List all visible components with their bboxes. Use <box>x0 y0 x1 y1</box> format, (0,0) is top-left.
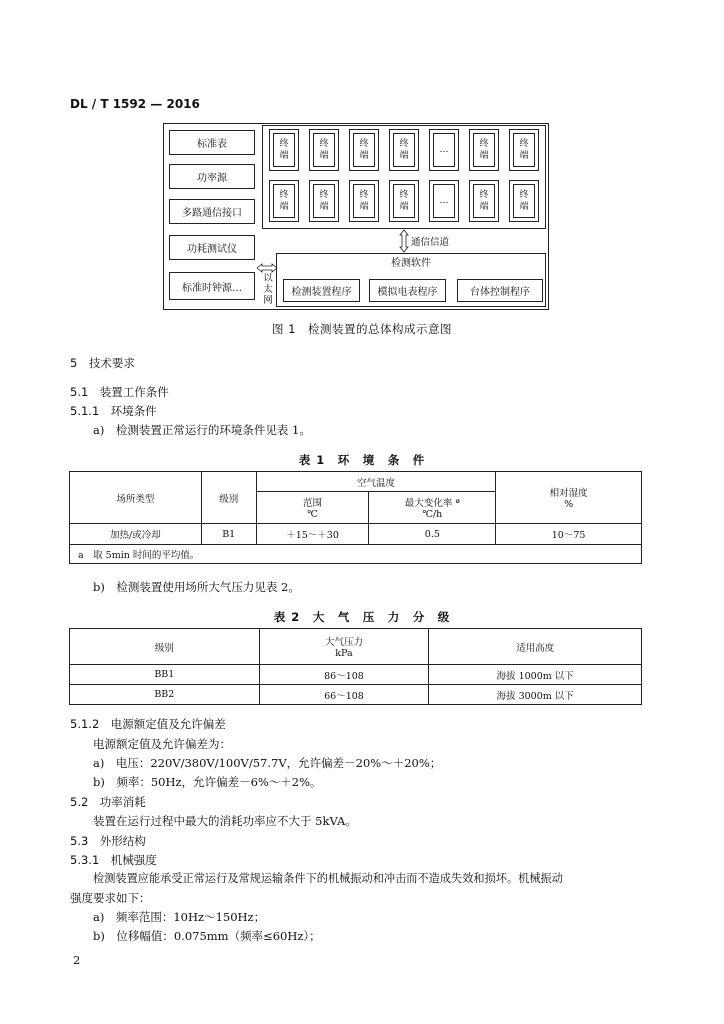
table-2-header-altitude: 适用高度 <box>429 629 642 665</box>
table-1 <box>69 471 642 564</box>
section-5-1-1-item-b: b) 检测装置使用场所大气压力见表 2。 <box>93 580 300 594</box>
box-standard-meter: 标准表 <box>169 130 255 155</box>
table-cell: 加热/或冷却 <box>70 524 202 545</box>
software-title: 检测软件 <box>391 258 431 269</box>
terminal: 终 端 <box>269 129 299 171</box>
box-power-source: 功率源 <box>169 164 255 189</box>
section-5-3-1-item-a: a) 频率范围：10Hz～150Hz； <box>93 910 266 924</box>
table-1-header-max-rate: 最大变化率 ª ℃/h <box>369 492 496 524</box>
table-1-header-range: 范围 ℃ <box>256 492 369 524</box>
table-1-caption: 表 1 环 境 条 件 <box>298 453 426 467</box>
table-row <box>70 685 642 705</box>
section-5-1-2-item-a: a) 电压：220V/380V/100V/57.7V，允许偏差－20%～＋20%； <box>93 756 442 770</box>
section-5-3-heading: 5.3 外形结构 <box>70 834 146 848</box>
table-2 <box>69 628 642 705</box>
section-5-2-text: 装置在运行过程中最大的消耗功率应不大于 5kVA。 <box>93 814 357 828</box>
box-simulated-meter-program: 模拟电表程序 <box>369 279 446 302</box>
terminal: 终 端 <box>309 180 339 222</box>
terminal: 终 端 <box>349 180 379 222</box>
table-cell: ＋15～＋30 <box>256 524 369 545</box>
terminal: 终 端 <box>469 129 499 171</box>
table-cell: 10～75 <box>496 524 642 545</box>
table-1-header-humidity: 相对湿度 % <box>496 472 642 524</box>
section-5-1-heading: 5.1 装置工作条件 <box>70 385 169 399</box>
table-row <box>70 524 642 545</box>
section-5-3-1-item-b: b) 位移幅值：0.075mm（频率≤60Hz）； <box>93 929 321 943</box>
table-1-header-place: 场所类型 <box>70 472 202 524</box>
section-5-2-heading: 5.2 功率消耗 <box>70 795 146 809</box>
terminal: 终 端 <box>309 129 339 171</box>
table-cell: 海拔 3000m 以下 <box>429 685 642 705</box>
ethernet-label: 以 太 网 <box>263 273 273 306</box>
section-5-heading: 5 技术要求 <box>70 356 135 370</box>
table-row <box>70 665 642 685</box>
comm-channel-arrow <box>399 229 409 253</box>
table-cell: 0.5 <box>369 524 496 545</box>
terminal: 终 端 <box>269 180 299 222</box>
terminal: 终 端 <box>389 129 419 171</box>
table-cell: 86～108 <box>259 665 429 685</box>
figure-caption: 图 1 检测装置的总体构成示意图 <box>272 322 452 336</box>
section-5-1-1-item-a: a) 检测装置正常运行的环境条件见表 1。 <box>93 423 311 437</box>
table-cell: BB2 <box>70 685 260 705</box>
terminal: 终 端 <box>389 180 419 222</box>
ethernet-arrow <box>256 263 278 273</box>
table-2-caption: 表 2 大 气 压 力 分 级 <box>273 610 451 624</box>
table-2-header-level: 级别 <box>70 629 260 665</box>
section-5-3-1-text-line-2: 强度要求如下： <box>70 891 151 905</box>
terminal: 终 端 <box>469 180 499 222</box>
box-power-tester: 功耗测试仪 <box>169 235 255 260</box>
table-cell: 海拔 1000m 以下 <box>429 665 642 685</box>
terminal: 终 端 <box>509 129 539 171</box>
box-detection-program: 检测装置程序 <box>283 279 360 302</box>
table-2-header-pressure: 大气压力 kPa <box>259 629 429 665</box>
section-5-1-2-heading: 5.1.2 电源额定值及允许偏差 <box>70 717 226 731</box>
document-header: DL / T 1592 — 2016 <box>70 97 200 111</box>
terminal-ellipsis: … <box>429 129 459 171</box>
table-cell: 66～108 <box>259 685 429 705</box>
box-standard-clock: 标准时钟源… <box>169 272 255 300</box>
terminal: 终 端 <box>349 129 379 171</box>
table-1-header-level: 级别 <box>201 472 256 524</box>
table-1-note: a 取 5min 时间的平均值。 <box>70 545 642 564</box>
table-cell: B1 <box>201 524 256 545</box>
table-1-header-air-temp: 空气温度 <box>256 472 496 492</box>
table-cell: BB1 <box>70 665 260 685</box>
section-5-3-1-heading: 5.3.1 机械强度 <box>70 853 157 867</box>
section-5-1-2-intro: 电源额定值及允许偏差为： <box>93 737 231 751</box>
section-5-1-1-heading: 5.1.1 环境条件 <box>70 404 157 418</box>
terminal: 终 端 <box>509 180 539 222</box>
box-bench-control-program: 台体控制程序 <box>457 279 543 302</box>
box-multi-comm-interface: 多路通信接口 <box>169 199 255 224</box>
page-number: 2 <box>73 953 81 967</box>
comm-channel-label: 通信信道 <box>411 237 450 248</box>
section-5-3-1-text-line-1: 检测装置应能承受正常运行及常规运输条件下的机械振动和冲击而不造成失效和损坏。机械振动 <box>93 872 563 885</box>
section-5-1-2-item-b: b) 频率：50Hz，允许偏差－6%～＋2%。 <box>93 775 322 789</box>
terminal-ellipsis: … <box>429 180 459 222</box>
